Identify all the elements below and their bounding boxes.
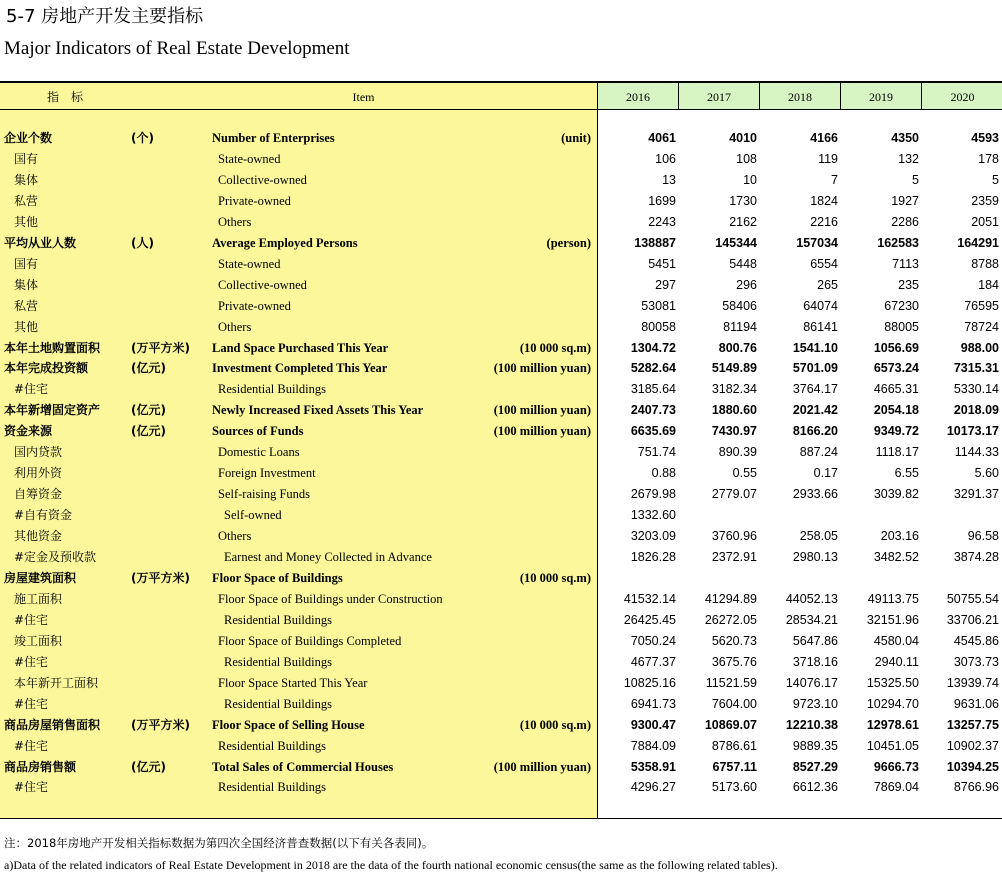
table-row <box>0 400 1002 421</box>
unit-cn: (个) <box>131 131 154 145</box>
value-cell: 5358.91 <box>630 759 676 774</box>
value-cell: 108 <box>736 151 757 166</box>
value-cell: 5149.89 <box>711 361 757 376</box>
table-row <box>0 128 1002 149</box>
value-cell: 3874.28 <box>953 550 999 564</box>
indicator-name-en: Floor Space of Buildings under Construction <box>218 591 443 606</box>
value-cell <box>843 568 919 589</box>
value-cell: 7430.97 <box>711 424 757 439</box>
header-year: 2016 <box>597 83 678 109</box>
value-cell: 49113.75 <box>867 591 919 606</box>
indicator-name-cn: 其他 <box>14 214 39 229</box>
value-cell: 1927 <box>891 193 919 208</box>
unit-cn: (亿元) <box>131 361 166 376</box>
header-year: 2017 <box>678 83 759 109</box>
unit-en: (unit) <box>561 131 591 145</box>
value-cell: 988.00 <box>960 340 999 355</box>
value-cell: 0.17 <box>813 466 838 481</box>
indicator-name-cn: 企业个数 <box>4 131 53 145</box>
indicator-name-cn: 国有 <box>14 256 39 271</box>
table-row <box>0 715 1002 736</box>
table-row <box>0 212 1002 233</box>
value-cell <box>843 505 919 526</box>
value-cell: 41532.14 <box>623 591 676 606</box>
table-row <box>0 338 1002 359</box>
value-cell: 3203.09 <box>630 529 676 544</box>
indicator-name-cn: 商品房销售额 <box>4 759 77 774</box>
value-cell: 4296.27 <box>630 780 676 795</box>
value-cell: 2286 <box>891 214 919 229</box>
value-cell: 3039.82 <box>873 487 919 502</box>
indicator-name-cn: 其他资金 <box>14 529 63 544</box>
value-cell: 8786.61 <box>711 738 757 753</box>
value-cell: 2054.18 <box>873 403 919 418</box>
page-title-en: Major Indicators of Real Estate Development <box>4 38 350 59</box>
unit-cn: (亿元) <box>131 759 166 774</box>
value-cell: 78724 <box>964 319 999 334</box>
value-cell: 13939.74 <box>946 675 999 690</box>
indicator-name-cn: #定金及预收款 <box>14 550 97 564</box>
value-cell: 5448 <box>729 256 757 271</box>
value-cell: 1824 <box>810 193 838 208</box>
value-cell: 41294.89 <box>704 591 757 606</box>
value-cell: 178 <box>978 151 999 166</box>
value-cell: 44052.13 <box>785 591 838 606</box>
indicator-name-en: Collective-owned <box>218 277 307 292</box>
unit-cn: (万平方米) <box>131 570 190 585</box>
value-cell: 9889.35 <box>792 738 838 753</box>
value-cell: 297 <box>655 277 676 292</box>
value-cell: 5282.64 <box>630 361 676 376</box>
value-cell: 4350 <box>891 131 919 145</box>
table-header <box>0 83 1002 110</box>
value-cell: 33706.21 <box>946 612 999 627</box>
value-cell: 10394.25 <box>946 759 999 774</box>
value-cell: 258.05 <box>799 529 838 544</box>
indicator-name-en: Floor Space Started This Year <box>218 675 368 690</box>
value-cell: 3718.16 <box>792 654 838 669</box>
indicator-name-en: Number of Enterprises <box>212 131 335 145</box>
value-cell: 10902.37 <box>946 738 999 753</box>
value-cell <box>923 505 999 526</box>
value-cell: 6573.24 <box>873 361 919 376</box>
indicator-name-en: Residential Buildings <box>218 738 326 753</box>
indicator-name-cn: #住宅 <box>14 612 49 627</box>
unit-en: (100 million yuan) <box>493 403 591 418</box>
value-cell: 11521.59 <box>705 675 757 690</box>
unit-en: (100 million yuan) <box>493 424 591 439</box>
unit-en: (person) <box>546 235 591 250</box>
value-cell: 887.24 <box>799 445 838 460</box>
value-cell: 7050.24 <box>630 633 676 648</box>
table-row <box>0 568 1002 589</box>
value-cell: 5173.60 <box>711 780 757 795</box>
indicator-name-en: Residential Buildings <box>218 780 326 795</box>
value-cell: 26425.45 <box>623 612 676 627</box>
value-cell <box>681 568 757 589</box>
indicator-name-cn: #住宅 <box>14 382 49 397</box>
value-cell: 86141 <box>803 319 838 334</box>
table-row <box>0 777 1002 798</box>
indicator-name-en: Sources of Funds <box>212 424 304 439</box>
indicator-name-en: Residential Buildings <box>218 382 326 397</box>
indicator-name-cn: #自有资金 <box>14 508 73 523</box>
value-cell: 3073.73 <box>953 654 999 669</box>
table-row <box>0 191 1002 212</box>
indicator-name-cn: 本年新增固定资产 <box>4 403 101 418</box>
value-cell: 5330.14 <box>953 382 999 397</box>
value-cell: 10 <box>743 172 757 187</box>
value-cell: 2162 <box>729 214 757 229</box>
indicator-name-en: State-owned <box>218 256 281 271</box>
table-row <box>0 736 1002 757</box>
value-cell: 12978.61 <box>866 717 919 732</box>
indicator-name-en: Earnest and Money Collected in Advance <box>224 550 432 564</box>
footnote-en: a)Data of the related indicators of Real Estate Development in 2018 are the data of the fourth national economic census(the same as the following related tables). <box>4 858 778 872</box>
value-cell: 15325.50 <box>866 675 919 690</box>
value-cell: 2018.09 <box>953 403 999 418</box>
value-cell: 4580.04 <box>873 633 919 648</box>
indicator-name-cn: #住宅 <box>14 654 49 669</box>
unit-cn: (万平方米) <box>131 717 190 732</box>
value-cell: 3482.52 <box>873 550 919 564</box>
indicator-name-cn: 竣工面积 <box>14 633 63 648</box>
value-cell <box>762 505 838 526</box>
value-cell: 7604.00 <box>711 696 757 711</box>
value-cell: 32151.96 <box>866 612 919 627</box>
indicator-name-cn: 国内贷款 <box>14 445 63 460</box>
indicator-name-cn: 集体 <box>14 172 39 187</box>
value-cell: 6757.11 <box>712 759 757 774</box>
value-cell: 9349.72 <box>873 424 919 439</box>
value-cell: 2933.66 <box>792 487 838 502</box>
indicator-name-en: Private-owned <box>218 298 291 313</box>
indicator-name-en: Floor Space of Buildings <box>212 570 343 585</box>
header-item-en: Item <box>352 90 375 104</box>
value-cell: 2407.73 <box>630 403 676 418</box>
value-cell: 1541.10 <box>792 340 838 355</box>
value-cell: 1880.60 <box>711 403 757 418</box>
value-cell: 296 <box>736 277 757 292</box>
indicator-name-cn: #住宅 <box>14 696 49 711</box>
table-row <box>0 233 1002 254</box>
table-row <box>0 421 1002 442</box>
value-cell: 5647.86 <box>792 633 838 648</box>
value-cell <box>681 505 757 526</box>
indicator-name-cn: 施工面积 <box>14 591 63 606</box>
indicator-name-en: Others <box>218 529 252 544</box>
indicator-name-cn: 本年土地购置面积 <box>4 340 101 355</box>
table-row <box>0 149 1002 170</box>
value-cell: 5 <box>912 172 919 187</box>
value-cell: 28534.21 <box>785 612 838 627</box>
value-cell: 235 <box>898 277 919 292</box>
value-cell: 138887 <box>634 235 676 250</box>
value-cell: 64074 <box>803 298 838 313</box>
value-cell: 12210.38 <box>785 717 838 732</box>
indicator-name-en: Collective-owned <box>218 172 307 187</box>
value-cell: 7315.31 <box>953 361 999 376</box>
value-cell: 7 <box>831 172 838 187</box>
indicator-name-cn: 利用外资 <box>14 466 63 481</box>
indicator-name-en: Residential Buildings <box>224 696 332 711</box>
unit-cn: (万平方米) <box>131 340 190 355</box>
value-cell: 4593 <box>971 131 999 145</box>
indicator-name-en: Total Sales of Commercial Houses <box>212 759 394 774</box>
value-cell: 1144.33 <box>954 445 999 460</box>
indicator-name-cn: 商品房屋销售面积 <box>4 717 101 732</box>
indicator-name-cn: 资金来源 <box>4 424 53 439</box>
unit-en: (100 million yuan) <box>493 759 591 774</box>
value-cell: 5.60 <box>974 466 999 481</box>
table-row <box>0 317 1002 338</box>
value-cell: 2051 <box>971 214 999 229</box>
table-row <box>0 526 1002 547</box>
value-cell: 3182.34 <box>711 382 757 397</box>
unit-en: (100 million yuan) <box>493 361 591 376</box>
table-row <box>0 589 1002 610</box>
value-cell: 9666.73 <box>873 759 919 774</box>
value-cell: 5451 <box>648 256 676 271</box>
value-cell: 8766.96 <box>953 780 999 795</box>
value-cell <box>762 568 838 589</box>
value-cell: 14076.17 <box>785 675 838 690</box>
value-cell: 3764.17 <box>792 382 838 397</box>
indicator-name-en: Others <box>218 319 252 334</box>
unit-en: (10 000 sq.m) <box>519 340 591 355</box>
value-cell: 5 <box>992 172 999 187</box>
indicator-name-en: State-owned <box>218 151 281 166</box>
value-cell: 2243 <box>648 214 676 229</box>
table-row <box>0 673 1002 694</box>
value-cell: 5620.73 <box>711 633 757 648</box>
value-cell: 76595 <box>964 298 999 313</box>
value-cell: 6635.69 <box>630 424 676 439</box>
header-year: 2019 <box>840 83 921 109</box>
value-cell: 67230 <box>884 298 919 313</box>
value-cell: 132 <box>898 151 919 166</box>
value-cell: 53081 <box>641 298 676 313</box>
table-row <box>0 484 1002 505</box>
value-cell: 119 <box>818 151 838 166</box>
value-cell: 3291.37 <box>953 487 999 502</box>
value-cell: 184 <box>978 277 999 292</box>
value-cell: 0.88 <box>651 466 676 481</box>
value-cell: 50755.54 <box>946 591 999 606</box>
value-cell: 13257.75 <box>946 717 999 732</box>
value-cell: 2021.42 <box>792 403 838 418</box>
value-cell: 2980.13 <box>792 550 838 564</box>
value-cell: 58406 <box>722 298 757 313</box>
indicator-name-cn: 房屋建筑面积 <box>4 570 77 585</box>
value-cell: 2359 <box>971 193 999 208</box>
value-cell: 4061 <box>648 131 676 145</box>
indicator-name-cn: #住宅 <box>14 738 49 753</box>
unit-cn: (亿元) <box>131 424 166 439</box>
value-cell: 4677.37 <box>630 654 676 669</box>
value-cell: 9300.47 <box>630 717 676 732</box>
value-cell: 10825.16 <box>623 675 676 690</box>
value-cell: 26272.05 <box>704 612 757 627</box>
unit-en: (10 000 sq.m) <box>519 570 591 585</box>
header-indicator-cn: 指 标 <box>46 90 83 104</box>
value-cell: 6554 <box>810 256 838 271</box>
table-row <box>0 547 1002 568</box>
value-cell: 7869.04 <box>873 780 919 795</box>
table-row <box>0 442 1002 463</box>
value-cell: 890.39 <box>718 445 757 460</box>
value-cell: 1118.17 <box>875 445 919 460</box>
table-row <box>0 505 1002 526</box>
value-cell: 10451.05 <box>866 738 919 753</box>
value-cell: 800.76 <box>718 340 757 355</box>
value-cell: 2940.11 <box>874 654 919 669</box>
indicator-name-en: Others <box>218 214 252 229</box>
value-cell: 9723.10 <box>792 696 838 711</box>
table-row <box>0 652 1002 673</box>
page-title-cn: 5-7 房地产开发主要指标 <box>6 6 204 27</box>
indicator-name-en: Self-owned <box>224 508 282 523</box>
value-cell: 3185.64 <box>630 382 676 397</box>
value-cell: 9631.06 <box>953 696 999 711</box>
value-cell: 7884.09 <box>630 738 676 753</box>
table-row <box>0 757 1002 778</box>
indicator-name-en: Floor Space of Selling House <box>212 717 365 732</box>
indicators-table <box>0 81 1002 819</box>
value-cell: 13 <box>662 172 676 187</box>
indicator-name-cn: 国有 <box>14 151 39 166</box>
indicator-name-en: Foreign Investment <box>218 466 316 481</box>
table-row <box>0 379 1002 400</box>
value-cell: 106 <box>655 151 676 166</box>
value-cell: 4166 <box>810 131 838 145</box>
table-row <box>0 358 1002 379</box>
value-cell: 88005 <box>884 319 919 334</box>
value-cell: 4665.31 <box>873 382 919 397</box>
value-cell: 80058 <box>641 319 676 334</box>
indicator-name-cn: 集体 <box>14 277 39 292</box>
value-cell <box>600 568 676 589</box>
indicator-name-cn: 本年完成投资额 <box>4 361 89 376</box>
value-cell: 4545.86 <box>953 633 999 648</box>
indicator-name-en: Land Space Purchased This Year <box>212 340 389 355</box>
value-cell: 81194 <box>723 319 757 334</box>
value-cell: 203.16 <box>880 529 919 544</box>
value-cell: 2679.98 <box>630 487 676 502</box>
indicator-name-cn: #住宅 <box>14 780 49 795</box>
value-cell: 3675.76 <box>711 654 757 669</box>
table-row <box>0 631 1002 652</box>
table-row <box>0 463 1002 484</box>
table-row <box>0 254 1002 275</box>
value-cell: 96.58 <box>967 529 999 544</box>
footnote-cn: 注：2018年房地产开发相关指标数据为第四次全国经济普查数据(以下有关各表同)。 <box>4 836 434 850</box>
value-cell: 1304.72 <box>630 340 676 355</box>
value-cell: 8788 <box>971 256 999 271</box>
value-cell: 1332.60 <box>630 508 676 523</box>
value-cell: 2216 <box>810 214 838 229</box>
value-cell: 10869.07 <box>704 717 757 732</box>
indicator-name-cn: 本年新开工面积 <box>14 675 99 690</box>
value-cell: 162583 <box>877 235 919 250</box>
indicator-name-cn: 私营 <box>14 298 39 313</box>
value-cell: 10294.70 <box>866 696 919 711</box>
indicator-name-cn: 其他 <box>14 319 39 334</box>
value-cell: 1699 <box>648 193 676 208</box>
value-cell <box>923 568 999 589</box>
value-cell: 265 <box>817 277 838 292</box>
header-year: 2018 <box>759 83 840 109</box>
indicator-name-en: Residential Buildings <box>224 612 332 627</box>
value-cell: 751.74 <box>637 445 676 460</box>
value-cell: 1056.69 <box>873 340 919 355</box>
indicator-name-en: Average Employed Persons <box>212 235 358 250</box>
indicator-name-cn: 私营 <box>14 193 39 208</box>
value-cell: 1730 <box>729 193 757 208</box>
table-row <box>0 610 1002 631</box>
indicator-name-en: Investment Completed This Year <box>212 361 388 376</box>
indicator-name-en: Self-raising Funds <box>218 487 311 502</box>
value-cell: 6941.73 <box>630 696 676 711</box>
value-cell: 1826.28 <box>630 550 676 564</box>
unit-cn: (人) <box>131 235 154 250</box>
value-cell: 10173.17 <box>946 424 999 439</box>
unit-cn: (亿元) <box>131 403 166 418</box>
indicator-name-cn: 自筹资金 <box>14 487 63 502</box>
value-cell: 2372.91 <box>711 550 757 564</box>
table-row <box>0 694 1002 715</box>
value-cell: 164291 <box>957 235 999 250</box>
value-cell: 7113 <box>892 256 919 271</box>
indicator-name-en: Residential Buildings <box>224 654 332 669</box>
unit-en: (10 000 sq.m) <box>519 717 591 732</box>
value-cell: 5701.09 <box>792 361 838 376</box>
indicator-name-en: Private-owned <box>218 193 291 208</box>
indicator-name-cn: 平均从业人数 <box>4 235 77 250</box>
header-year: 2020 <box>921 83 1002 109</box>
table-row <box>0 296 1002 317</box>
table-row <box>0 275 1002 296</box>
indicator-name-en: Floor Space of Buildings Completed <box>218 633 402 648</box>
indicator-name-en: Domestic Loans <box>218 445 300 460</box>
table-row <box>0 170 1002 191</box>
value-cell: 6612.36 <box>792 780 838 795</box>
indicator-name-en: Newly Increased Fixed Assets This Year <box>212 403 424 418</box>
value-cell: 145344 <box>715 235 757 250</box>
value-cell: 157034 <box>796 235 838 250</box>
value-cell: 2779.07 <box>711 487 757 502</box>
value-cell: 0.55 <box>732 466 757 481</box>
value-cell: 8166.20 <box>792 424 838 439</box>
value-cell: 6.55 <box>894 466 919 481</box>
value-cell: 8527.29 <box>792 759 838 774</box>
value-cell: 3760.96 <box>711 529 757 544</box>
value-cell: 4010 <box>729 131 757 145</box>
